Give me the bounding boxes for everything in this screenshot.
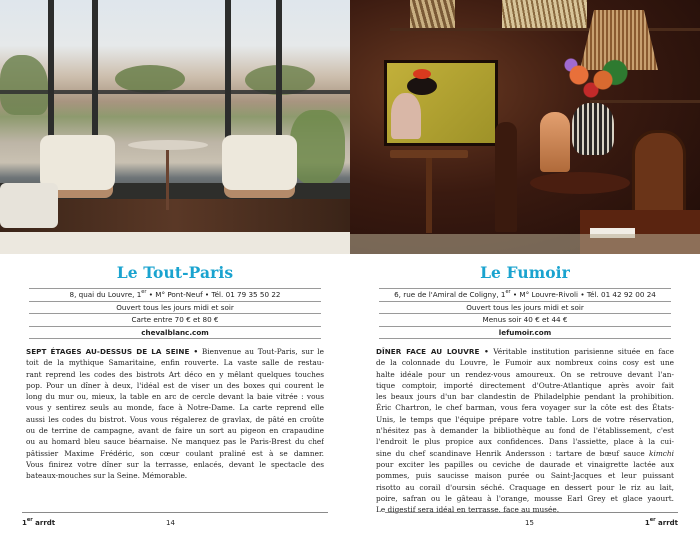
restaurant-entry-tout-paris [0,254,350,482]
hours-row: Ouvert tous les jours midi et soir [29,301,321,314]
address-row: 8, quai du Louvre, 1er • M° Pont-Neuf • Tél. 01 79 35 50 22 [29,288,321,301]
restaurant-info-table [379,288,671,339]
review-text: SEPT ÉTAGES AU-DESSUS DE LA SEINE • Bienvenue au Tout-Paris, sur le toit de la mythique Samaritaine, enfin rouverte. La vaste salle de restau- rant reprend les codes des bistrots Art déco en y mêlant quelques touches pop. Pour un dîner à deux, l'idéal est de viser un des boxes qui courent le long du mur ou, mieux, la table en arc de cercle devant la baie vitrée : vous vous y sentirez seuls au monde, face à Notre-Dame. La carte reprend elle aussi les codes du bistrot. Vous vous régalerez de gravlax, de pâté en croûte ou de terrine de campagne, avant de faire un sort au pigeon en crapaudine ou au homard bleu sauce béarnaise. Ne manquez pas le Paris-Brest du chef pâtissier Maxime Frédéric, son cœur coulant praliné est à se damner. Vous finirez votre dîner sur la terrasse, enlacés, devant le spectacle des bateaux-mouches sur la Seine. Mémorable. [26,347,324,481]
website-link[interactable]: chevalblanc.com [29,326,321,340]
restaurant-title: Le Tout-Paris [116,263,234,282]
hours-row: Ouvert tous les jours midi et soir [379,301,671,314]
restaurant-entry-fumoir [350,254,700,515]
restaurant-info-table [29,288,321,339]
address-row: 6, rue de l'Amiral de Coligny, 1er • M° Louvre-Rivoli • Tél. 01 42 92 00 24 [379,288,671,301]
review-text: DÎNER FACE AU LOUVRE • Véritable institution parisienne située en face de la colonnade du Louvre, le Fumoir aux nombreux coins cosy est une halte idéale pour un rendez-vous amoureux. On se retrouve devant l'an- tique comptoir, importé directement d'Outre-Atlantique après avoir fait les beaux jours d'un bar clandestin de Philadelphie pendant la prohibition. Éric Chartron, le chef barman, vous fera voyager sur la côte est des États- Unis, le temps que l'équipe prépare votre table. Lors de votre réservation, n'hésitez pas à demander la bibliothèque au fond de l'établissement, c'est l'endroit le plus propice aux confidences. Dans l'assiette, place à la cui- sine du chef scandinave Henrik Andersson : tartare de bœuf sauce kimchi pour exciter les papilles ou ceviche de daurade et vinaigrette lactée aux pommes, puis saucisse maison purée ou Saint-Jacques et leur puissant risotto au corail d'oursin séché. Craquage en dessert pour le riz au lait, poire, safran ou le gâteau à l'orange, mousse Earl Grey et glace yaourt. Le digestif sera idéal en terrasse, face au musée. [376,347,674,515]
review-lead: SEPT ÉTAGES AU-DESSUS DE LA SEINE • [26,347,199,356]
price-row: Carte entre 70 € et 80 € [29,313,321,326]
page-number: 14 [166,519,175,527]
website-link[interactable]: lefumoir.com [379,326,671,340]
arrondissement-label: 1er arrdt [644,517,678,527]
page-footer [22,512,328,533]
price-row: Menus soir 40 € et 44 € [379,313,671,326]
page-right [350,0,700,541]
restaurant-title: Le Fumoir [480,263,570,282]
review-lead: DÎNER FACE AU LOUVRE • [376,347,489,356]
italic-term: kimchi [649,448,674,458]
page-footer [385,512,678,533]
restaurant-photo-fumoir [350,0,700,254]
arrondissement-label: 1er arrdt [22,517,56,527]
page-number: 15 [525,519,534,527]
restaurant-photo-tout-paris [0,0,350,254]
